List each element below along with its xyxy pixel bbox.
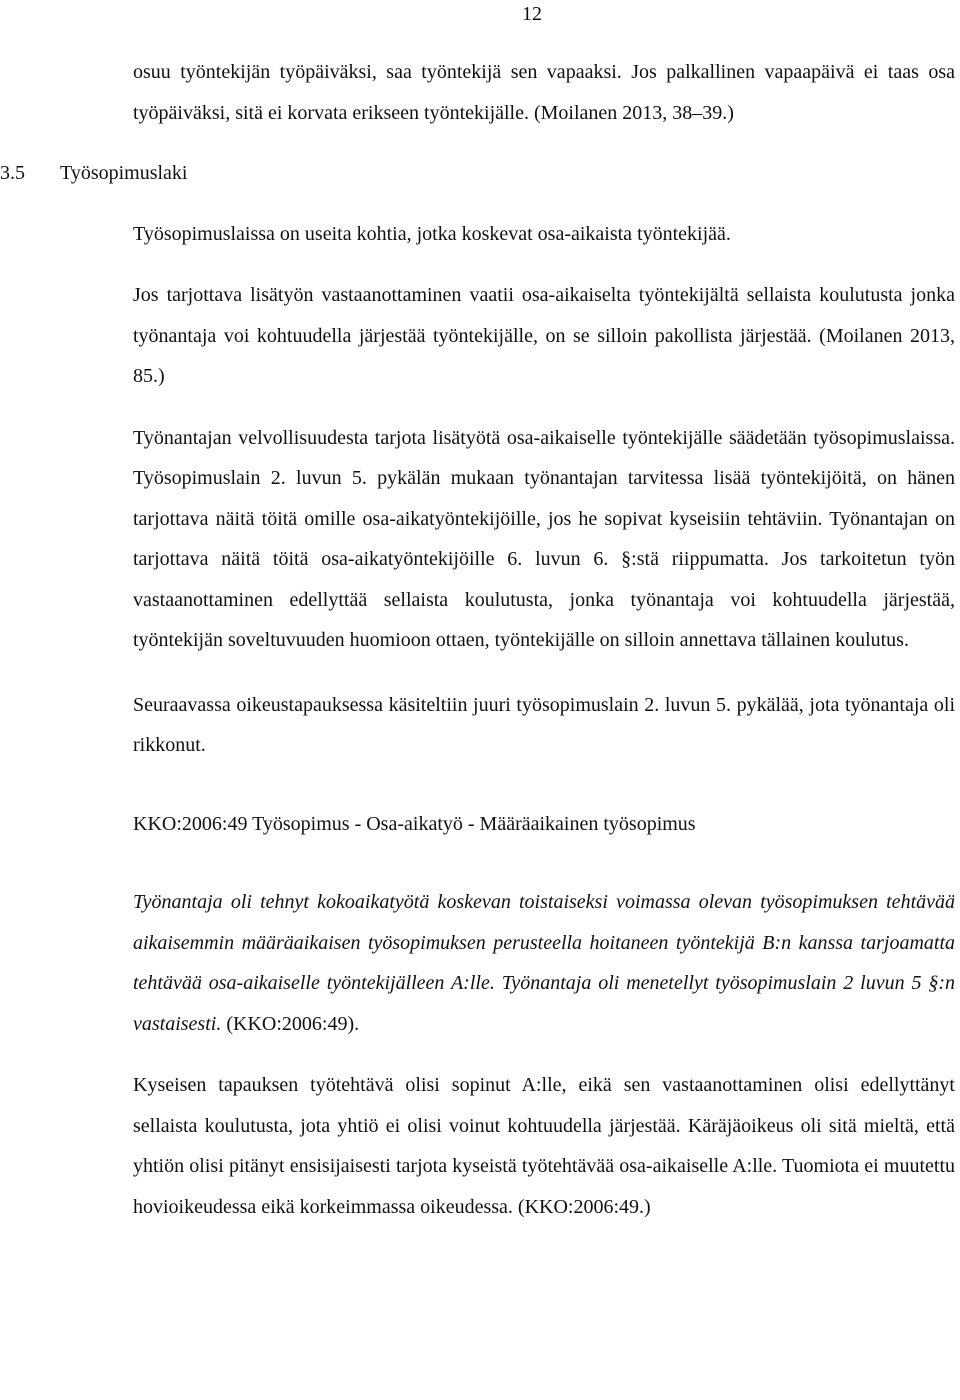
paragraph-5: Kyseisen tapauksen työtehtävä olisi sopinut A:lle, eikä sen vastaanottaminen olisi edellyttänyt sellaista koulutusta, jota yhtiö ei olisi voinut kohtuudella järjestää. Käräjäoikeus oli sitä mieltä, että yhtiön olisi pitänyt ensisijaisesti tarjota kyseistä työtehtävää osa-aikaiselle A:lle. Tuomiota ei muutettu hovioikeudessa eikä korkeimmassa oikeudessa. (KKO:2006:49.) xyxy=(133,1074,955,1218)
paragraph-4: Seuraavassa oikeustapauksessa käsiteltiin juuri työsopimuslain 2. luvun 5. pykälää, jota työnantaja oli rikkonut. xyxy=(133,693,955,756)
page-number: 12 xyxy=(522,3,542,25)
paragraph-2: Jos tarjottava lisätyön vastaanottaminen vaatii osa-aikaiselta työntekijältä sellaista koulutusta jonka työnantaja voi kohtuudella järjestää työntekijälle, on se silloin pakollista järjestää. (Moilanen 2013, 85.) xyxy=(133,284,955,387)
paragraph-3: Työnantajan velvollisuudesta tarjota lisätyötä osa-aikaiselle työntekijälle säädetään työsopimuslaissa. Työsopimuslain 2. luvun 5. pykälän mukaan työnantajan tarvitessa lisää työntekijöitä, on hänen tarjottava näitä töitä omille osa-aikatyöntekijöille, jos he sopivat kyseisiin tehtäviin. Työnantajan on tarjottava näitä töitä osa-aikatyöntekijöille 6. luvun 6. §:stä riippumatta. Jos tarkoitetun työn vastaanottaminen edellyttää sellaista koulutusta, jonka työnantaja voi kohtuudella järjestää, työntekijän soveltuvuuden huomioon ottaen, työntekijälle on silloin annettava tällainen koulutus. xyxy=(133,426,955,651)
case-quote-reference: (KKO:2006:49). xyxy=(221,1012,360,1035)
section-heading xyxy=(0,153,955,194)
case-quote-text: Työnantaja oli tehnyt kokoaikatyötä koskevan toistaiseksi voimassa olevan työsopimuksen tehtävää aikaisemmin määräaikaisen työsopimuksen perusteella hoitaneen työntekijä B:n kanssa tarjoamatta tehtävää osa-aikaiselle työntekijälleen A:lle. Työnantaja oli menetellyt työsopimuslain 2 luvun 5 §:n vastaisesti. xyxy=(133,891,955,1035)
section-number: 3.5 xyxy=(0,162,25,184)
case-title: KKO:2006:49 Työsopimus - Osa-aikatyö - Määräaikainen työsopimus xyxy=(133,812,696,835)
document-body xyxy=(0,52,955,1227)
paragraph-1: Työsopimuslaissa on useita kohtia, jotka koskevat osa-aikaista työntekijää. xyxy=(133,222,731,245)
case-quote xyxy=(133,882,955,1044)
section-title: Työsopimuslaki xyxy=(60,162,188,184)
intro-paragraph: osuu työntekijän työpäiväksi, saa työntekijä sen vapaaksi. Jos palkallinen vapaapäivä ei taas osa työpäiväksi, sitä ei korvata erikseen työntekijälle. (Moilanen 2013, 38–39.) xyxy=(133,61,955,124)
